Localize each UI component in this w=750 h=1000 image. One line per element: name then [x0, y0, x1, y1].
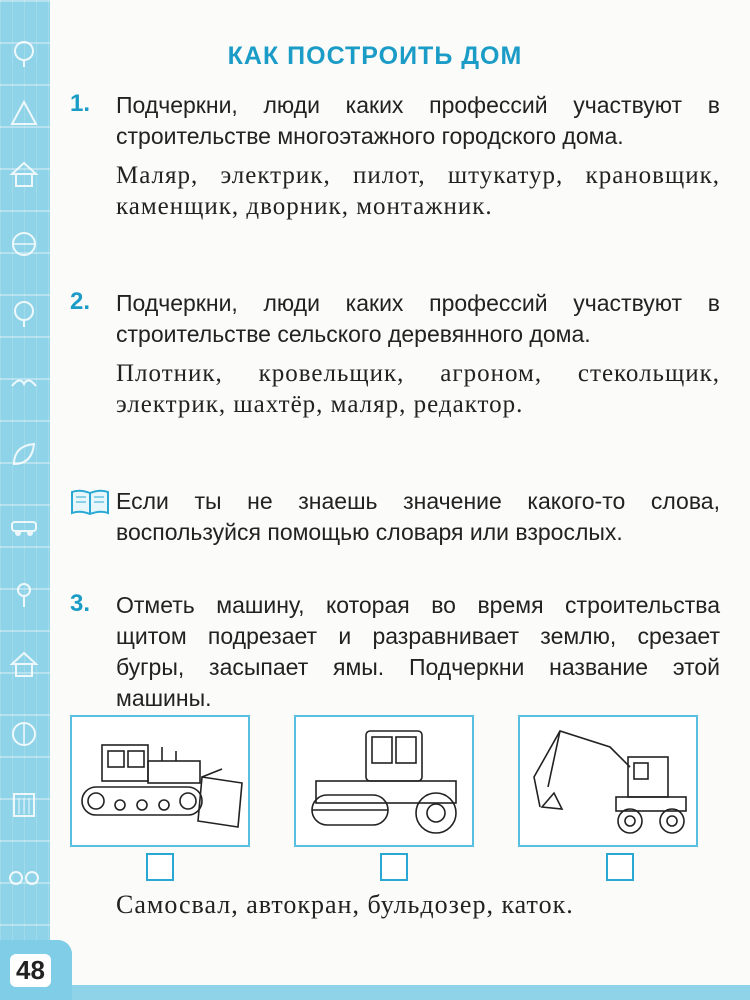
house-icon [8, 160, 40, 188]
road-roller-checkbox[interactable] [380, 853, 408, 881]
bulldozer-icon [72, 717, 248, 845]
machine-names: Самосвал, автокран, бульдозер, каток. [116, 890, 574, 919]
task-question: Отметь машину, которая во время строительства щитом подрезает и разравнивает землю, срезает бугры, засыпает ямы. Подчеркни название этой машины. [116, 592, 720, 711]
flower-icon [8, 580, 40, 608]
house-icon [8, 650, 40, 678]
dictionary-note [70, 486, 720, 548]
page-number: 48 [10, 954, 51, 987]
bottom-border [72, 985, 750, 1000]
building-icon [8, 790, 40, 818]
profession-words: Плотник, кровельщик, агроном, стекольщик, электрик, шахтёр, маляр, редактор. [116, 360, 720, 418]
task-number: 2. [70, 288, 91, 315]
task-3 [70, 590, 720, 714]
task-question: Подчеркни, люди каких профессий участвуют в строительстве многоэтажного городского дома. [116, 92, 720, 149]
task-2 [70, 288, 720, 420]
book-icon [70, 488, 110, 516]
tree-icon [8, 300, 40, 328]
globe-icon [8, 720, 40, 748]
excavator-checkbox[interactable] [606, 853, 634, 881]
car-icon [8, 510, 40, 538]
excavator-picture [518, 715, 698, 847]
task-question: Подчеркни, люди каких профессий участвуют в строительстве сельского деревянного дома. [116, 290, 720, 347]
leaf-icon [8, 440, 40, 468]
bulldozer-checkbox[interactable] [146, 853, 174, 881]
task-1 [70, 90, 720, 222]
note-text: Если ты не знаешь значение какого-то слова, воспользуйся помощью словаря или взрослых. [116, 488, 720, 545]
profession-words: Маляр, электрик, пилот, штукатур, крановщик, каменщик, дворник, монтажник. [116, 162, 720, 220]
road-roller-picture [294, 715, 474, 847]
decorative-sidebar [0, 0, 50, 1000]
page-title: КАК ПОСТРОИТЬ ДОМ [227, 42, 523, 70]
task-number: 3. [70, 590, 91, 617]
globe-icon [8, 230, 40, 258]
bicycle-icon [8, 860, 40, 888]
road-roller-icon [296, 717, 472, 845]
bird-icon [8, 370, 40, 398]
excavator-icon [520, 717, 696, 845]
bulldozer-picture [70, 715, 250, 847]
tree-icon [8, 100, 40, 128]
task-number: 1. [70, 90, 91, 117]
page-number-tab [0, 940, 72, 1000]
